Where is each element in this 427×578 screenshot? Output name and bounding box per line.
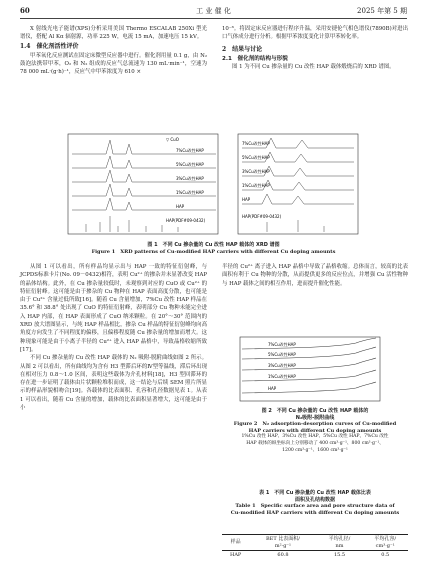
curve-label: 5%Cu改性HAP <box>268 352 296 357</box>
legend-label: 5%Cu改性HAP <box>176 162 204 167</box>
section-heading: 2 结果与讨论 <box>222 45 263 53</box>
table-1-title-en: Table 1 Specific surface area and pore structure data of <box>235 503 395 510</box>
issue-label: 2025 年第 5 期 <box>357 7 407 15</box>
table-1 <box>222 534 408 560</box>
paragraph: 从图 1 可以看出，所有样品均显示出与 HAP 一致的特征衍射峰，与JCPDS标准卡片(No. 09－0432)相符，表明 Cu²⁺ 的掺杂并未显著改变 HAP 的晶体结构。此外，在 Cu 掺杂量较低时，未观察到对应的 CuO 或 Cu²⁺ 的特征衍射峰。这可能是由于掺杂的 Cu 物种在 HAP 表面高度分散，也可能是由于 Cu²⁺ 含量过低所致[16]。随着 Cu 含量增加，7%Cu 改性 HAP 样品在 35.6° 和 38.8° 处出现了 CuO 的特征衍射峰，表明部分 Cu 物种未能完全进入 HAP 内部，在 HAP 表面形成了 CuO 纳米颗粒。在 20°～30° 范围内的 XRD 放大谱图显示，与纯 HAP 样品相比，掺杂 Cu 样品的特征衍射峰均向高角度方向发生了不同程度的偏移，且偏移程度随 Cu 掺杂量的增加而增大。这种现象可能是由于小离子半径的 Cu²⁺ 进入 HAP 晶格中，导致晶格收缩所致[17]。 <box>20 264 207 353</box>
zoom-label: 1%Cu改性HAP <box>242 183 270 188</box>
header-rule <box>20 18 407 19</box>
legend-label: HAP(PDF#09-0432) <box>166 218 206 223</box>
legend-label: 1%Cu改性HAP <box>176 190 204 195</box>
top-left-column <box>20 25 207 77</box>
isotherm-3 <box>242 358 376 370</box>
figure-2-isotherm <box>238 335 388 405</box>
paragraph: 甲苯氧化反应测试在固定床微型反应器中进行。催化剂用量 0.1 g，由 N₂ 鼓泡法携带甲苯，O₂ 和 N₂ 组成的反应气总流速为 130 mL·min⁻¹，空速为 78 000 mL·(g·h)⁻¹，反应气中甲苯浓度为 610 × <box>20 52 207 76</box>
table-row <box>222 551 408 560</box>
subsection-heading: 2.1 催化剂的结构与形貌 <box>222 55 288 62</box>
table-1-title-cn: 表 1 不同 Cu 掺杂量的 Cu 改性 HAP 载体比表 <box>259 490 371 496</box>
table-1-title-en: Cu-modified HAP carriers with different Cu doping amounts <box>230 509 400 516</box>
table-1-title-cn: 面积及孔结构数据 <box>294 496 335 503</box>
section-heading: 1.4 催化剂活性评价 <box>20 42 79 50</box>
paragraph: 半径的 Cu²⁺ 离子进入 HAP 晶格中导致了晶格收缩。总体而言，较高的比表面积有利于 Cu 物种的分散，从而提供更多的反应位点，并增强 Cu 活性物种与 HAP 载体之间的相互作用，进而提升催化性能。 <box>222 264 408 287</box>
figure-2-note: HAP 载体的纵坐标向上分别移动了 400 cm³·g⁻¹、800 cm³·g⁻¹、 <box>246 440 384 446</box>
isotherm-hap <box>242 382 376 393</box>
header-sample: 样品 <box>230 539 241 546</box>
figure-2-caption-en: HAP carriers with different Cu doping amounts <box>248 427 382 434</box>
figure-2-caption-en: Figure 2 N₂ adsorption-desorption curves of Cu-modified <box>233 421 397 428</box>
zoom-label: HAP <box>242 197 251 202</box>
curve-label: 7%Cu改性HAP <box>268 342 296 347</box>
figure-2-caption-cn: N₂吸附-脱附曲线 <box>295 414 335 421</box>
top-right-column <box>222 25 408 71</box>
figure-1-caption <box>20 242 407 256</box>
paragraph: 图 1 为不同 Cu 掺杂量的 Cu 改性 HAP 载体煅烧后的 XRD 谱图。 <box>232 64 395 71</box>
cell-pore-size: 15.5 <box>333 552 346 558</box>
cell-sample: HAP <box>229 552 242 558</box>
xrd-left-panel <box>68 134 218 234</box>
pdf-reference-lines <box>267 220 324 232</box>
zoom-label: 5%Cu改性HAP <box>242 155 270 160</box>
pdf-reference-lines <box>86 216 178 232</box>
figure-1-xrd <box>66 132 366 237</box>
xrd-right-panel <box>238 134 358 234</box>
figure-1-caption-cn: 图 1 不同 Cu 掺杂量的 Cu 改性 HAP 载体的 XRD 谱图 <box>147 242 280 248</box>
legend-label: 7%Cu改性HAP <box>176 148 204 153</box>
journal-name: 工 业 催 化 <box>196 7 231 15</box>
paragraph: 10⁻⁶。将固定床反应器进行程序升温，采用安捷伦气相色谱仪(7890B)对进出口气体成分进行分析。根据甲苯浓度变化计算甲苯转化率。 <box>222 26 408 41</box>
header-pore-volume: 平均孔容/ cm³·g⁻¹ <box>374 536 396 549</box>
legend-label: HAP <box>176 204 185 209</box>
legend-label: 3%Cu改性HAP <box>176 176 204 181</box>
zoom-label: 7%Cu改性HAP <box>242 141 270 146</box>
bottom-left-column <box>20 263 207 412</box>
cell-pore-volume: 0.5 <box>381 552 390 558</box>
cell-bet: 60.8 <box>277 552 289 558</box>
xrd-zoom-trace-hap <box>242 194 354 204</box>
legend-cuo: ▽ CuO <box>166 137 179 142</box>
xrd-trace-hap <box>72 198 216 210</box>
zoom-label: 3%Cu改性HAP <box>242 169 270 174</box>
figure-1-caption-en: Figure 1 XRD patterns of Cu-modified HAP carriers with different Cu doping amounts <box>91 249 336 255</box>
curve-label: 1%Cu改性HAP <box>268 374 296 379</box>
figure-2-note: 1200 cm³·g⁻¹、1600 cm³·g⁻¹ <box>282 447 348 453</box>
paragraph: 不同 Cu 掺杂量的 Cu 改性 HAP 载体的 N₂ 吸附-脱附曲线如图 2 所示。从图 2 可以看出，所有曲线均为含有 H3 型滞后环的Ⅳ型等温线，滞后环出现在相对压力 0.8～1.0 区间，表明这些载体为介孔材料[18]，H3 型回滞环的存在进一步证明了载体由片状颗粒堆积而成，这一结论与后续 SEM 照片所显示的样品形貌相吻合[19]。各载体的比表面积、孔容和孔径数据见表 1。从表 1 可以看出，随着 Cu 含量的增加，载体的比表面积显著增大，这可能是由于小 <box>20 355 207 412</box>
figure-2-note: 1%Cu 改性 HAP、3%Cu 改性 HAP、5%Cu 改性 HAP、7%Cu 改性 <box>241 434 389 440</box>
paragraph: X 射线光电子能谱(XPS)分析采用美国 Thermo ESCALAB 250Xi 型光谱仪，搭配 Al Kα 辐射源，功率 225 W，电流 15 mA，加速电压 15 kV。 <box>20 26 207 41</box>
isotherm-1 <box>242 370 376 381</box>
zoom-label: HAP(PDF#09-0432) <box>242 214 282 219</box>
isotherm-7 <box>242 338 376 349</box>
bottom-right-column <box>222 263 408 288</box>
table-header-row <box>222 535 408 551</box>
header-pore-size: 平均孔径/ nm <box>328 536 351 549</box>
figure-2-caption-cn: 图 2 不同 Cu 掺杂量的 Cu 改性 HAP 载体的 <box>261 408 369 414</box>
curve-label: 3%Cu改性HAP <box>268 363 296 368</box>
table-1-title <box>222 490 408 516</box>
figure-2-caption <box>222 408 408 454</box>
curve-label: HAP <box>268 386 277 391</box>
header-bet: BET 比表面积/ m²·g⁻¹ <box>266 536 300 549</box>
page-number: 60 <box>20 6 30 15</box>
